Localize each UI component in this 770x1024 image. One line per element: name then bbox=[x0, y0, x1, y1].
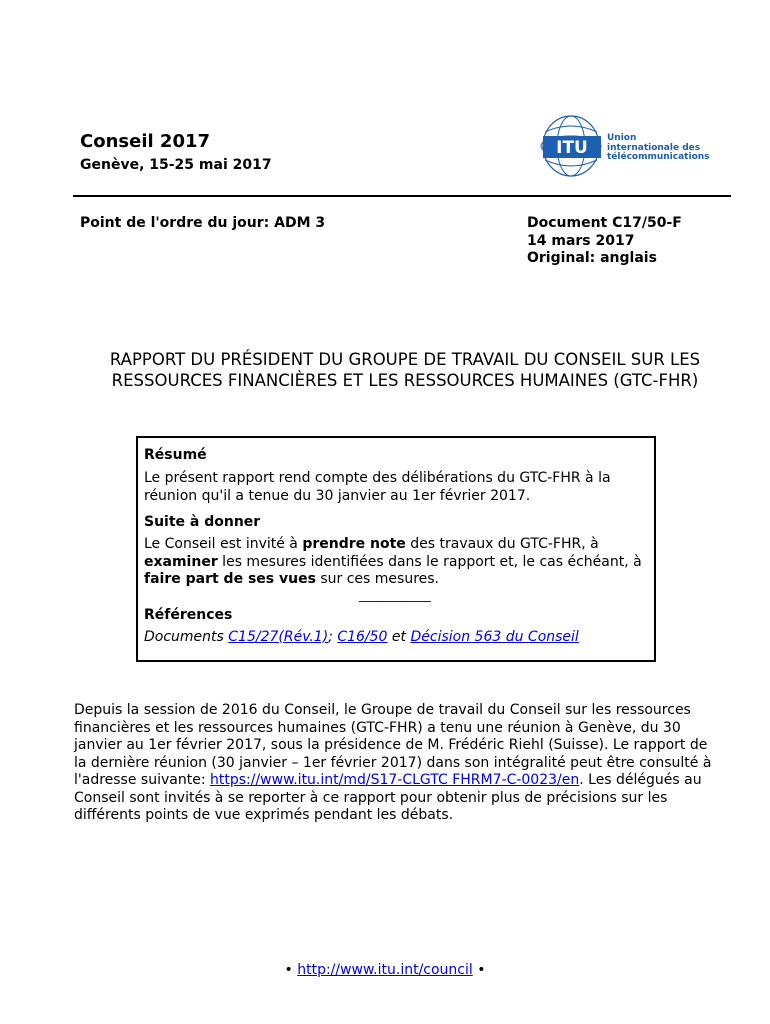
references-heading: Références bbox=[144, 606, 233, 623]
summary-text: Le présent rapport rend compte des délibérations du GTC-FHR à la réunion qu'il a tenue du 30 janvier au 1er février 2017. bbox=[144, 470, 611, 504]
itu-logo bbox=[539, 110, 729, 182]
report-link[interactable]: https://www.itu.int/md/S17-CLGTC FHRM7-C-0023/en bbox=[209, 772, 580, 788]
header-divider bbox=[73, 195, 731, 197]
body-paragraph: Depuis la session de 2016 du Conseil, le Groupe de travail du Conseil sur les ressources financières et les ressources humaines (GTC-FHR) a tenu une réunion à Genève, du 30 janvier au 1er février 2017, sous la présidence de M. Frédéric Riehl (Suisse). Le rapport de la dernière réunion (30 janvier – 1er février 2017) dans son intégralité peut être consulté à l'adresse suivante: https://www.itu.int/md/S17-CLGTC FHRM7-C-0023/en. Les délégués au Conseil sont invités à se reporter à ce rapport pour obtenir plus de précisions sur les différents points de vue exprimés pendant les débats. bbox=[74, 702, 712, 823]
action-heading: Suite à donner bbox=[144, 514, 261, 530]
reference-link-c15-27[interactable]: C15/27(Rév.1) bbox=[228, 628, 329, 645]
document-info bbox=[527, 215, 682, 268]
document-date: 14 mars 2017 bbox=[527, 232, 635, 249]
council-location-dates: Genève, 15-25 mai 2017 bbox=[80, 157, 272, 173]
report-title: RAPPORT DU PRÉSIDENT DU GROUPE DE TRAVAIL DU CONSEIL SUR LES RESSOURCES FINANCIÈRES ET LES RESSOURCES HUMAINES (GTC-FHR) bbox=[109, 350, 701, 390]
action-text: Le Conseil est invité à prendre note des travaux du GTC-FHR, à examiner les mesures identifiées dans le rapport et, le cas échéant, à faire part de ses vues sur ces mesures. bbox=[144, 536, 642, 587]
logo-acronym: ITU bbox=[556, 138, 588, 158]
agenda-item: Point de l'ordre du jour: ADM 3 bbox=[80, 215, 326, 231]
logo-text: Union internationale des télécommunications bbox=[607, 133, 710, 162]
reference-link-decision-563[interactable]: Décision 563 du Conseil bbox=[410, 628, 579, 645]
summary-heading: Résumé bbox=[144, 447, 207, 463]
document-original-language: Original: anglais bbox=[527, 250, 657, 266]
separator-line: ____________ bbox=[359, 587, 431, 602]
council-title: Conseil 2017 bbox=[80, 131, 211, 152]
summary-box bbox=[136, 436, 656, 662]
references-text: Documents C15/27(Rév.1); C16/50 et Décision 563 du Conseil bbox=[144, 628, 579, 645]
council-website-link[interactable]: http://www.itu.int/council bbox=[297, 962, 473, 978]
footer: • http://www.itu.int/council • bbox=[284, 962, 486, 978]
reference-link-c16-50[interactable]: C16/50 bbox=[337, 628, 388, 645]
document-number: Document C17/50-F bbox=[527, 215, 682, 231]
